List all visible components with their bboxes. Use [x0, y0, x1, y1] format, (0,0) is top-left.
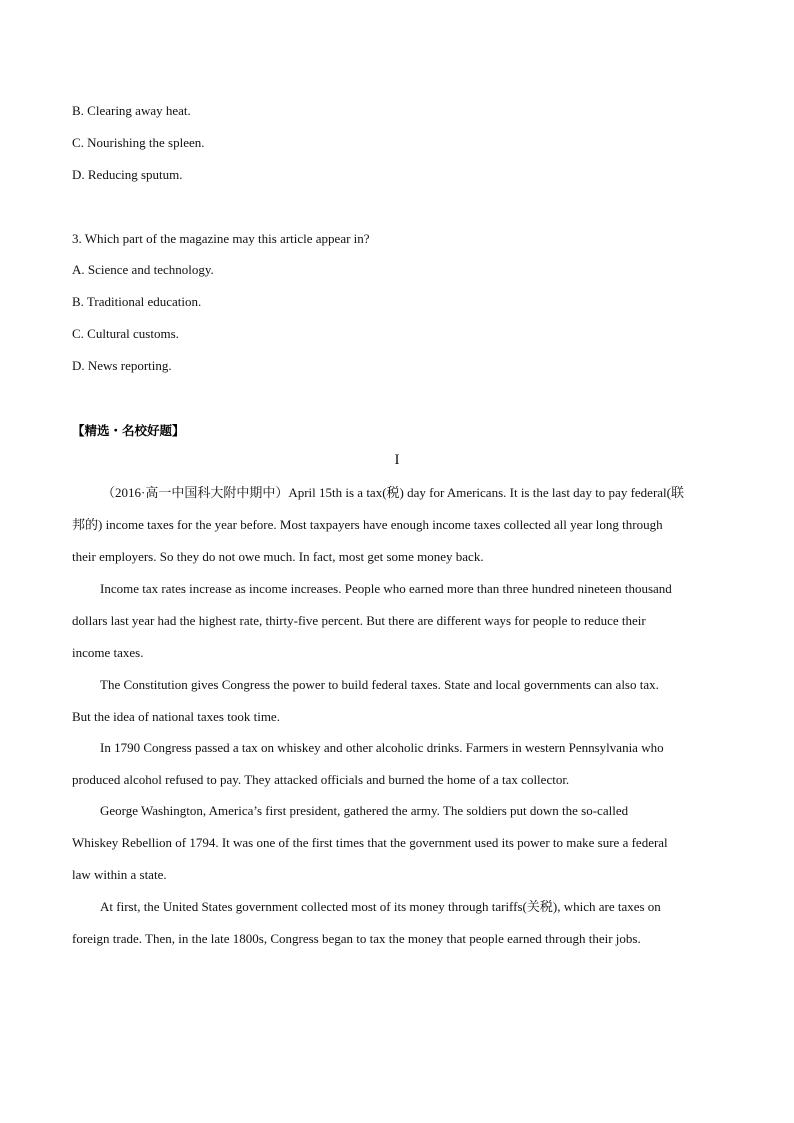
passage-line: income taxes.: [72, 645, 144, 660]
passage-paragraph-1: [72, 485, 722, 581]
passage-line: 邦的) income taxes for the year before. Most taxpayers have enough income taxes collected all year long through: [72, 517, 663, 532]
passage-paragraph-5: [72, 803, 722, 899]
passage-paragraph-2: [72, 581, 722, 677]
passage-paragraph-3: [72, 677, 722, 741]
passage-line: George Washington, America’s first president, gathered the army. The soldiers put down the so-called: [100, 803, 629, 818]
section-heading: 【精选・名校好题】: [72, 423, 185, 438]
passage-paragraph-6: [72, 899, 722, 963]
passage-line: （2016·高一中国科大附中期中）April 15th is a tax(税) day for Americans. It is the last day to pay federal(联: [102, 485, 684, 500]
passage-line: The Constitution gives Congress the power to build federal taxes. State and local governments can also tax.: [100, 677, 659, 692]
passage-line: their employers. So they do not owe much. In fact, most get some money back.: [72, 549, 484, 564]
q2-option-c: C. Nourishing the spleen.: [72, 135, 205, 150]
q3-option-b: B. Traditional education.: [72, 294, 202, 309]
passage-line: But the idea of national taxes took time.: [72, 709, 280, 724]
q2-option-b: B. Clearing away heat.: [72, 103, 191, 118]
passage-number: I: [394, 452, 400, 468]
passage-line: Income tax rates increase as income increases. People who earned more than three hundred nineteen thousand: [100, 581, 672, 596]
passage-line: produced alcohol refused to pay. They attacked officials and burned the home of a tax collector.: [72, 772, 570, 787]
passage-line: Whiskey Rebellion of 1794. It was one of the first times that the government used its power to make sure a federal: [72, 835, 668, 850]
q3-question: 3. Which part of the magazine may this article appear in?: [72, 231, 370, 246]
passage-line: At first, the United States government collected most of its money through tariffs(关税), which are taxes on: [100, 899, 661, 914]
q3-option-a: A. Science and technology.: [72, 262, 214, 277]
passage-line: foreign trade. Then, in the late 1800s, Congress began to tax the money that people earned through their jobs.: [72, 931, 641, 946]
passage-line: law within a state.: [72, 867, 167, 882]
passage-line: In 1790 Congress passed a tax on whiskey and other alcoholic drinks. Farmers in western Pennsylvania who: [100, 740, 664, 755]
q3-option-c: C. Cultural customs.: [72, 326, 179, 341]
passage-paragraph-4: [72, 740, 722, 804]
passage-line: dollars last year had the highest rate, thirty-five percent. But there are different ways for people to reduce their: [72, 613, 646, 628]
q2-option-d: D. Reducing sputum.: [72, 167, 183, 182]
q3-option-d: D. News reporting.: [72, 358, 172, 373]
